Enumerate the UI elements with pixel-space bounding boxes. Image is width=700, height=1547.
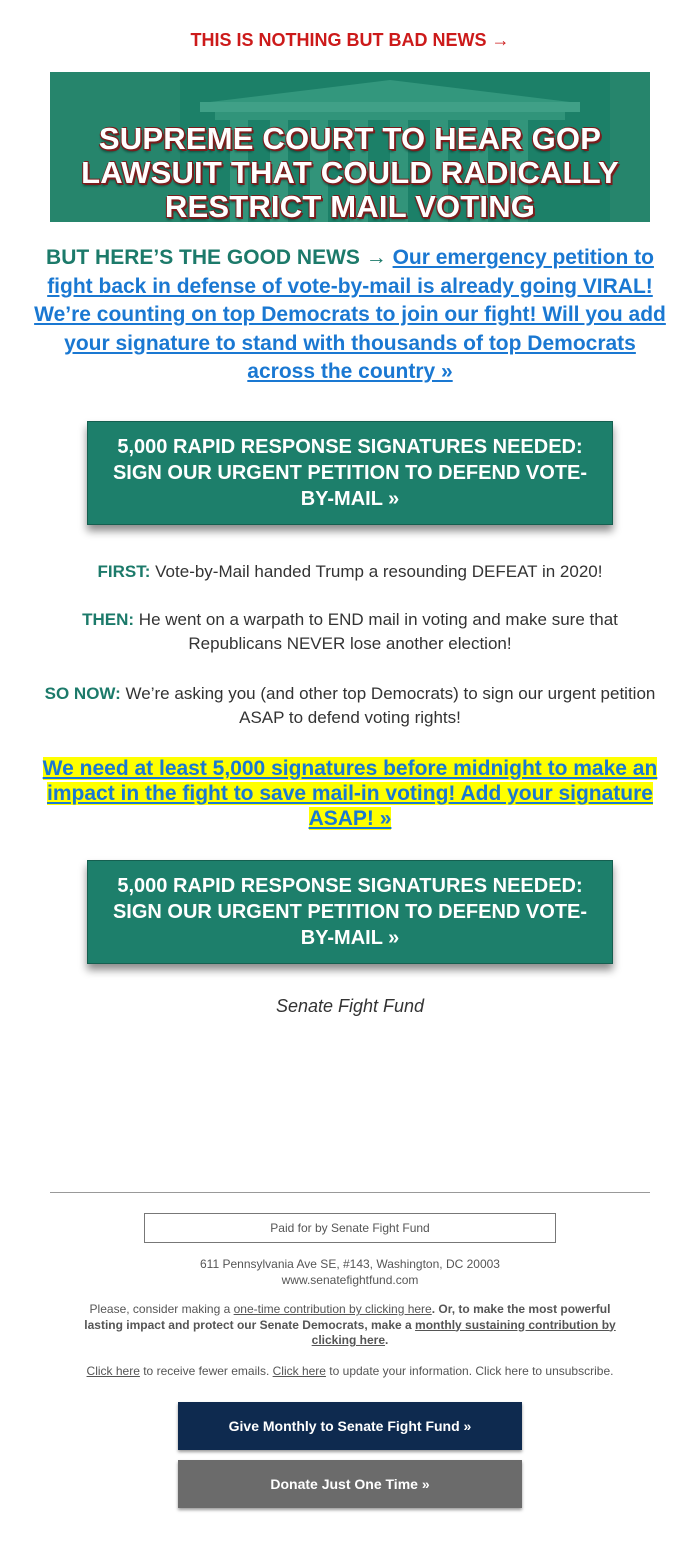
website-line: www.senatefightfund.com [281,1273,419,1287]
fewer-emails-text: to receive fewer emails. [139,1364,273,1378]
good-news-lead: BUT HERE’S THE GOOD NEWS → [46,246,387,269]
petition-link[interactable]: Our emergency petition to fight back in defense of vote-by-mail is already going VIRAL! We’re counting on top Democrats to join our fight! Will you add your signature to stand with thousands of top Democrats across the country » [34,246,666,383]
update-info-text: to update your information. Click here to unsubscribe. [325,1364,614,1378]
update-info-link[interactable]: Click here [272,1364,326,1378]
signatures-needed-link[interactable]: We need at least 5,000 signatures before midnight to make an impact in the fight to save mail-in voting! Add your signature ASAP! » [42,757,658,830]
signature: Senate Fight Fund [275,996,425,1016]
consider-end: . [385,1333,389,1347]
sign-petition-button[interactable]: 5,000 RAPID RESPONSE SIGNATURES NEEDED: SIGN OUR URGENT PETITION TO DEFEND VOTE-BY-MAIL » [87,421,613,525]
footer-divider [50,1192,650,1193]
paid-for-box: Paid for by Senate Fight Fund [144,1213,556,1243]
then-label: THEN: [82,610,135,629]
first-text: Vote-by-Mail handed Trump a resounding DEFEAT in 2020! [150,562,603,581]
then-text: He went on a warpath to END mail in voting and make sure that Republicans NEVER lose another election! [134,610,618,653]
so-now-text: We’re asking you (and other top Democrats) to sign our urgent petition ASAP to defend voting rights! [120,684,656,727]
address-line: 611 Pennsylvania Ave SE, #143, Washington, DC 20003 [200,1257,500,1271]
hero-headline-line: SUPREME COURT TO HEAR GOP [98,121,602,156]
one-time-contribution-link[interactable]: one-time contribution by clicking here [233,1302,432,1316]
footer-address [0,1256,700,1288]
sign-petition-button-2[interactable]: 5,000 RAPID RESPONSE SIGNATURES NEEDED: SIGN OUR URGENT PETITION TO DEFEND VOTE-BY-MAIL » [87,860,613,964]
hero-headline-line: LAWSUIT THAT COULD RADICALLY [81,155,619,190]
monthly-contribution-link[interactable]: monthly sustaining contribution by clicking here [311,1317,616,1347]
contribution-paragraph [70,1302,630,1349]
so-now-label: SO NOW: [44,684,121,703]
good-news-paragraph [30,244,670,387]
preheader-text: THIS IS NOTHING BUT BAD NEWS → [190,30,510,50]
consider-bold-text: . Or, to make the most powerful lasting impact and protect our Senate Democrats, make a [84,1302,611,1332]
first-label: FIRST: [97,562,151,581]
give-monthly-button[interactable]: Give Monthly to Senate Fight Fund » [178,1402,522,1450]
first-paragraph [40,560,660,584]
email-preferences [0,1364,700,1378]
consider-prefix: Please, consider making a [89,1302,234,1316]
so-now-paragraph [40,682,660,730]
then-paragraph [40,608,660,656]
highlighted-paragraph [20,756,680,831]
hero-headline [50,122,650,222]
hero-headline-line: RESTRICT MAIL VOTING [164,189,536,222]
hero-banner-image[interactable] [50,72,650,222]
donate-one-time-button[interactable]: Donate Just One Time » [178,1460,522,1508]
fewer-emails-link[interactable]: Click here [86,1364,140,1378]
